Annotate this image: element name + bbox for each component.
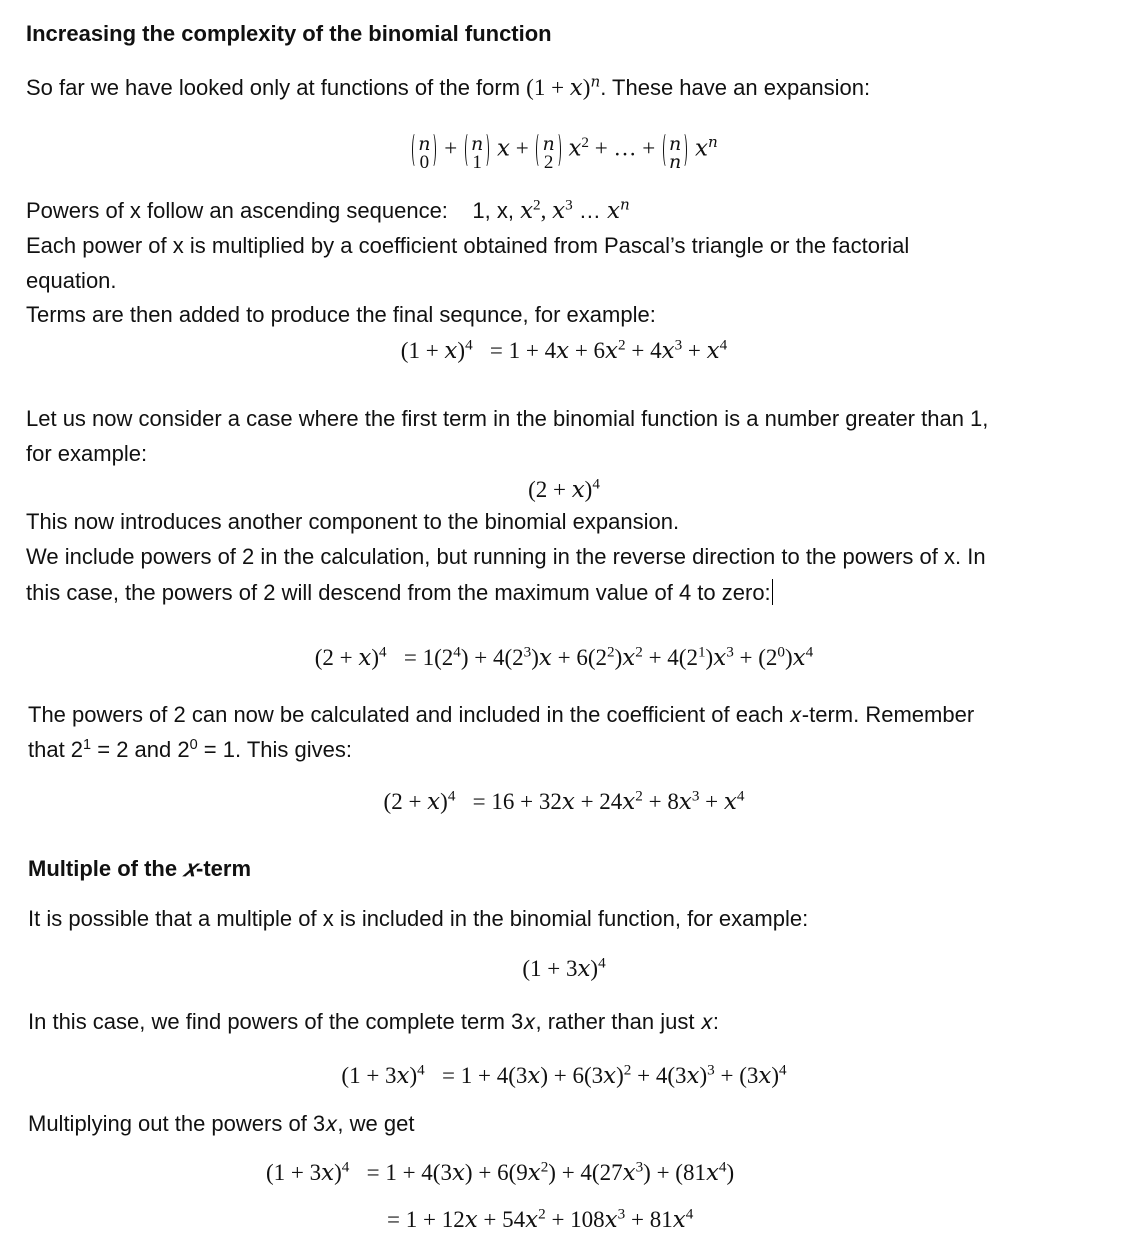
powers-x: 𝑥 [520,198,534,223]
intro-text: So far we have looked only at functions of the form [26,75,527,100]
plus-sign: + [509,135,535,161]
expansion-3-lhs: (1 + 3𝑥) [341,1063,418,1088]
final-exp-3: 3 [617,1205,626,1223]
expansion-4-lhs-exp: 4 [341,1158,350,1176]
final-exp-4: 4 [685,1205,694,1223]
powers-dots: … [572,198,607,223]
exp: 2 [635,643,643,661]
final-result [387,1207,693,1233]
calc-line-2-a: that 2 [28,737,84,762]
binom-1 [465,130,489,173]
expansion-3 [0,1063,1128,1089]
intro-component-line: This now introduces another component to the binomial expansion. [26,509,680,534]
multiple-expr-base: (1 + 3𝑥) [522,956,599,981]
powers-seq: 1, x, [472,198,521,223]
final-c: + 81𝑥 [625,1207,686,1232]
example-1-exp-3: 3 [674,336,683,354]
binom-0-n: 𝑛 [418,134,431,155]
case-expression [0,477,1128,503]
plus-sign: + [636,135,661,161]
terms-line: Terms are then added to produce the final sequnce, for example: [26,302,656,327]
result-2-exp-2: 2 [635,787,643,805]
expansion-3-b: + 4(3𝑥) [631,1063,708,1088]
multiplying-line: Multiplying out the powers of 3𝑥, we get [28,1111,415,1136]
x-term: 𝑥 [694,135,708,161]
exp: 2 [606,643,615,661]
calc-line-2 [28,737,352,763]
include-line-2-text: this case, the powers of 2 will descend from the maximum value of 4 to zero: [26,580,771,605]
heading-2-a: Multiple of the [28,856,184,881]
expansion-3-exp-2: 2 [623,1061,632,1079]
calc-line-2-exp-1: 1 [83,737,92,754]
binom-n-n: 𝑛 [668,134,682,155]
intro-math [526,75,600,100]
plus-sign: + [438,135,463,161]
example-1-lhs: (1 + 𝑥) [400,338,466,363]
heading-2-x: 𝑥 [183,856,197,881]
x-term: 𝑥 [568,135,582,161]
result-2-b: + 8𝑥 [642,789,692,814]
example-1-lhs-exp: 4 [465,336,473,354]
expansion-2-lhs: (2 + 𝑥) [314,645,379,670]
powers-exp-2: 2 [533,196,541,214]
case-line-1: Let us now consider a case where the first term in the binomial function is a number greater than 1, [26,406,989,431]
binom-n [663,130,687,173]
term: + (2 [733,645,778,670]
intro-end: . These have an expansion: [600,75,871,100]
binom-2 [536,130,560,173]
section-heading-multiple [28,856,251,882]
powers-math [520,198,573,223]
include-line-2 [26,579,773,606]
calc-line-2-b: = 2 and 2 [91,737,190,762]
example-1-rhs-a: = 1 + 4𝑥 + 6𝑥 [489,338,619,363]
term: ) + 4(2 [460,645,524,670]
result-2-a: = 16 + 32𝑥 + 24𝑥 [472,789,636,814]
multiple-line: It is possible that a multiple of x is included in the binomial function, for example: [28,906,809,931]
expansion-4-lhs: (1 + 3𝑥) [266,1160,342,1185]
term: )𝑥 [614,645,636,670]
result-2-lhs-exp: 4 [447,787,456,805]
intro-math-exp: 𝑛 [590,73,601,91]
term: )𝑥 [705,645,727,670]
calc-line-2-exp-0: 0 [189,737,198,754]
powers-exp-n: 𝑛 [619,196,630,214]
exp: 3 [523,643,532,661]
expansion-4-b: ) + 4(27𝑥 [548,1160,636,1185]
expansion-2 [0,645,1128,671]
binom-2-n: 𝑛 [542,134,555,155]
expansion-4-a: = 1 + 4(3𝑥) + 6(9𝑥 [366,1160,541,1185]
calc-line-2-c: = 1. This gives: [197,737,352,762]
binom-n-k: 𝑛 [668,152,682,173]
case3-line: In this case, we find powers of the complete term 3𝑥, rather than just 𝑥: [28,1009,719,1034]
term: = 1(2 [403,645,454,670]
heading-2-b: -term [196,856,252,881]
expansion-4-d: ) [726,1160,735,1185]
term: )𝑥 [785,645,806,670]
binom-0-k: 0 [419,152,430,173]
exp: 4 [453,643,461,661]
exp: 4 [805,643,814,661]
expansion-4-c: ) + (81𝑥 [643,1160,719,1185]
result-2-c: + 𝑥 [699,789,737,814]
expansion-2-lhs-exp: 4 [379,643,387,661]
exp: 0 [777,643,786,661]
x-exp-2: 2 [581,133,590,151]
final-exp-2: 2 [538,1205,546,1223]
example-1-rhs-b: + 4𝑥 [625,338,675,363]
coef-line-1: Each power of x is multiplied by a coefficient obtained from Pascal’s triangle or the factorial [26,233,910,258]
final-a: = 1 + 12𝑥 + 54𝑥 [387,1207,539,1232]
multiple-expression [0,956,1128,982]
powers-x: 𝑥 [606,198,620,223]
binom-2-k: 2 [543,152,554,173]
powers-x: 𝑥 [552,198,566,223]
expansion-4-exp-4: 4 [718,1158,727,1176]
result-2-exp-3: 3 [691,787,700,805]
calc-line-1: The powers of 2 can now be calculated and included in the coefficient of each 𝑥-term. Remember [28,702,975,727]
binom-0 [412,130,436,173]
expansion-4-exp-3: 3 [635,1158,644,1176]
expansion-3-lhs-exp: 4 [417,1061,425,1079]
x-exp-n: 𝑛 [707,133,718,151]
powers-text: Powers of x follow an ascending sequence: [26,198,448,223]
intro-paragraph [26,75,870,101]
term: )𝑥 + 6(2 [531,645,607,670]
general-binomial-expansion [0,130,1128,173]
x-term: 𝑥 [496,135,510,161]
expansion-3-exp-3: 3 [707,1061,715,1079]
ellipsis: … [613,135,637,161]
case-line-2: for example: [26,441,148,466]
include-line-1: We include powers of 2 in the calculation, but running in the reverse direction to the powers of x. In [26,544,986,569]
plus-sign: + [589,135,614,161]
term: + 4(2 [642,645,698,670]
result-2-exp-4: 4 [736,787,745,805]
exp: 1 [697,643,706,661]
expansion-3-c: + (3𝑥) [714,1063,779,1088]
binom-1-n: 𝑛 [470,134,484,155]
powers-exp-3: 3 [565,196,573,214]
result-2-lhs: (2 + 𝑥) [383,789,448,814]
case-expr-exp: 4 [592,475,600,493]
expansion-4-exp-2: 2 [540,1158,549,1176]
case-expr-base: (2 + 𝑥) [528,477,593,502]
page-title: Increasing the complexity of the binomial function [26,21,552,46]
example-1-rhs-c: + 𝑥 [682,338,720,363]
expansion-3-a: = 1 + 4(3𝑥) + 6(3𝑥) [442,1063,624,1088]
intro-math-base: (1 + 𝑥) [526,75,591,100]
expansion-4 [266,1160,734,1186]
expansion-3-exp-4: 4 [778,1061,787,1079]
multiple-expr-exp: 4 [598,954,606,972]
powers-sep: , [540,198,553,223]
result-2 [0,789,1128,815]
text-cursor [772,579,774,605]
powers-line [26,198,630,224]
example-1-exp-2: 2 [618,336,626,354]
final-b: + 108𝑥 [545,1207,618,1232]
exp: 3 [726,643,734,661]
powers-math-n [607,198,630,223]
example-1-exp-4: 4 [719,336,728,354]
coef-line-2: equation. [26,268,117,293]
example-1 [0,338,1128,364]
binom-1-k: 1 [472,152,482,173]
